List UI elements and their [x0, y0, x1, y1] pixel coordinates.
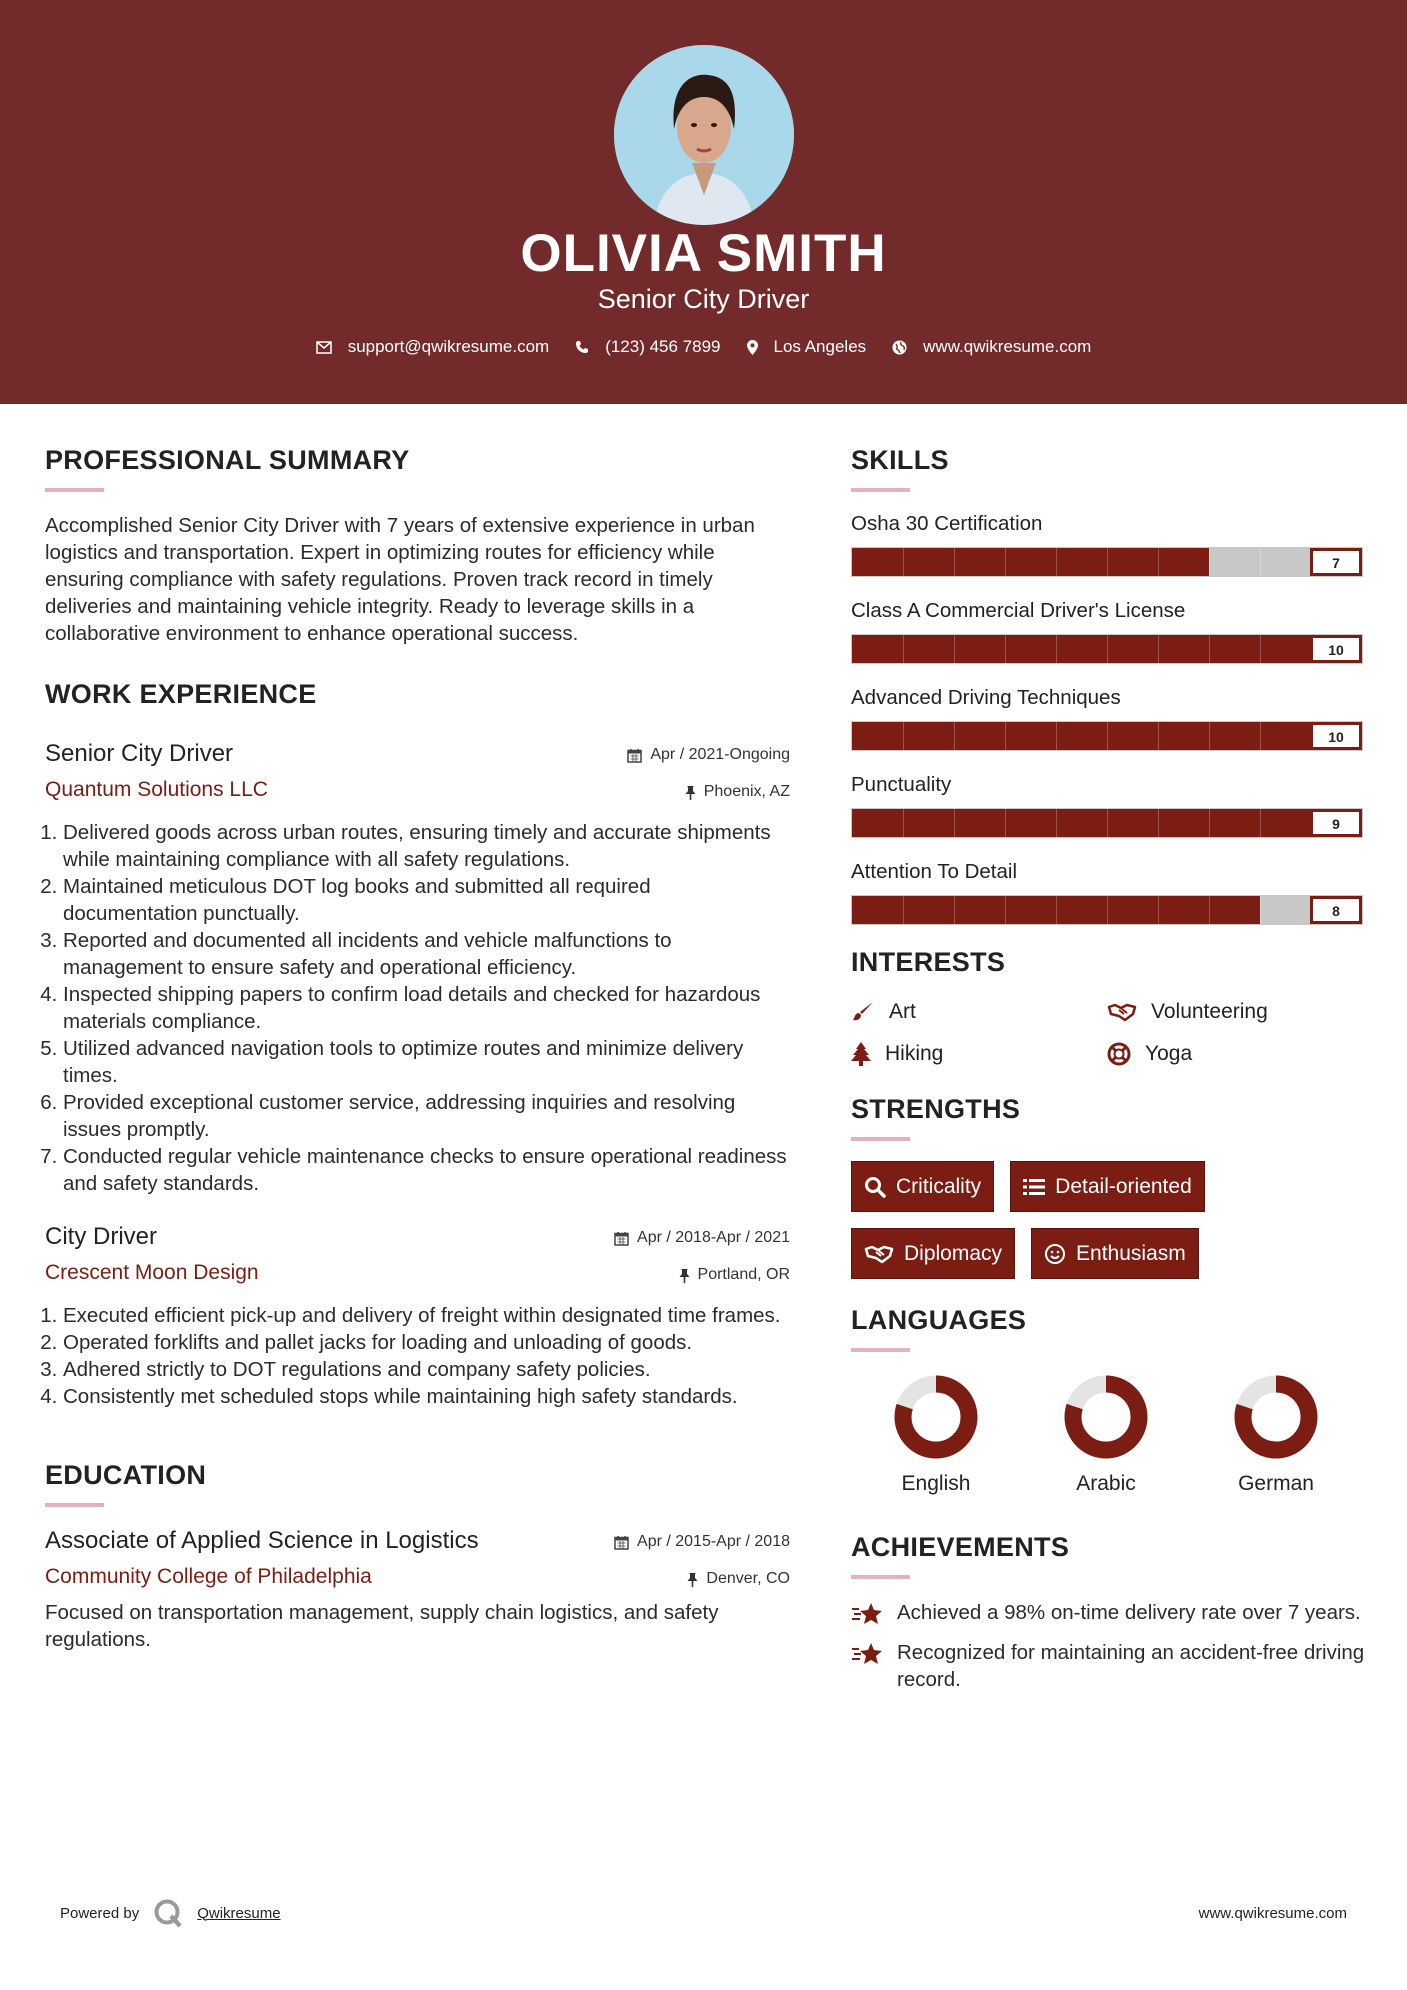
- achievements-list: [851, 1599, 1366, 1693]
- search-icon: [864, 1176, 886, 1198]
- skill-bar-segment: [1158, 722, 1159, 750]
- language-donut: [1061, 1372, 1151, 1462]
- skill-bar-segment: [1005, 722, 1006, 750]
- achievements-heading: ACHIEVEMENTS: [851, 1532, 1070, 1562]
- website-text: www.qwikresume.com: [923, 337, 1092, 356]
- qwikresume-logo-icon: [153, 1898, 183, 1928]
- skill-bar-segment: [954, 722, 955, 750]
- experience-heading: WORK EXPERIENCE: [45, 679, 317, 709]
- powered-by-text: Powered by: [60, 1904, 140, 1922]
- footer-powered-by: [60, 1898, 281, 1928]
- skill-bar-segment: [1209, 896, 1210, 924]
- list-item: 1. Executed efficient pick-up and delivery of freight within designated time frames.: [63, 1302, 790, 1329]
- list-item: 3. Adhered strictly to DOT regulations and company safety policies.: [63, 1356, 790, 1383]
- phone-text: (123) 456 7899: [605, 337, 721, 356]
- skill-name: Osha 30 Certification: [851, 512, 1043, 535]
- education-entry: [45, 1527, 790, 1653]
- language-item: [1021, 1372, 1191, 1496]
- skill-bar-segment: [1005, 896, 1006, 924]
- company-name: Quantum Solutions LLC: [45, 778, 268, 801]
- contact-phone[interactable]: [575, 337, 720, 357]
- strengths-heading: STRENGTHS: [851, 1094, 1021, 1124]
- skill-score: 8: [1310, 896, 1362, 924]
- skill-name: Advanced Driving Techniques: [851, 686, 1121, 709]
- interests-heading: INTERESTS: [851, 947, 1006, 977]
- resume-header: [0, 0, 1407, 404]
- paintbrush-icon: [851, 1001, 875, 1023]
- list-item: 5. Utilized advanced navigation tools to optimize routes and minimize delivery times.: [63, 1035, 790, 1089]
- handshake-icon: [864, 1244, 894, 1264]
- skills-heading: SKILLS: [851, 445, 949, 475]
- section-divider: [851, 1348, 910, 1352]
- contact-email[interactable]: [316, 337, 550, 357]
- skill-bar-segment: [1107, 722, 1108, 750]
- calendar-icon: [614, 1231, 629, 1246]
- skill-bar: [851, 547, 1363, 577]
- skill-item: [851, 773, 1366, 838]
- job-entry: [45, 740, 790, 1197]
- education-dates: Apr / 2015-Apr / 2018: [614, 1533, 790, 1551]
- strength-badge: Criticality: [851, 1161, 994, 1212]
- job-dates: Apr / 2021-Ongoing: [627, 746, 790, 764]
- skill-bar: [851, 895, 1363, 925]
- list-item: 3. Reported and documented all incidents and vehicle malfunctions to management to ensure safety and operational efficiency.: [63, 927, 790, 981]
- skill-bar-segment: [1107, 896, 1108, 924]
- skill-bar-segment: [1107, 635, 1108, 663]
- skill-item: [851, 686, 1366, 751]
- envelope-icon: [316, 341, 332, 354]
- skill-score: 9: [1310, 809, 1362, 837]
- strength-badge: Detail-oriented: [1010, 1161, 1205, 1212]
- skill-bar-segment: [1056, 548, 1057, 576]
- job-entry: [45, 1223, 790, 1410]
- candidate-name: OLIVIA SMITH: [520, 224, 887, 283]
- list-icon: [1023, 1178, 1045, 1196]
- achievement-item: Recognized for maintaining an accident-free driving record.: [851, 1639, 1366, 1693]
- skill-bar-segment: [1158, 809, 1159, 837]
- skill-bar-segment: [903, 809, 904, 837]
- handshake-icon: [1107, 1002, 1137, 1022]
- school-name: Community College of Philadelphia: [45, 1565, 372, 1588]
- skill-bar-segment: [1209, 548, 1210, 576]
- languages-heading: LANGUAGES: [851, 1305, 1027, 1335]
- section-divider: [851, 488, 910, 492]
- skill-bar-segment: [1005, 548, 1006, 576]
- list-item: 1. Delivered goods across urban routes, ensuring timely and accurate shipments while maintaining compliance with all safety regulations.: [63, 819, 790, 873]
- list-item: 7. Conducted regular vehicle maintenance checks to ensure operational readiness and safety standards.: [63, 1143, 790, 1197]
- skill-bar-segment: [1056, 722, 1057, 750]
- email-text: support@qwikresume.com: [347, 337, 550, 356]
- skill-bar-segment: [1260, 809, 1261, 837]
- skill-score: 7: [1310, 548, 1362, 576]
- interests-list: [851, 1000, 1366, 1066]
- skill-bar-fill: [852, 548, 1209, 576]
- job-title: City Driver: [45, 1223, 157, 1250]
- skill-bar-segment: [1209, 722, 1210, 750]
- skill-bar-fill: [852, 809, 1311, 837]
- skill-bar-segment: [1005, 809, 1006, 837]
- strengths-list: [851, 1161, 1366, 1279]
- interest-item: Volunteering: [1107, 1000, 1363, 1024]
- skill-bar-segment: [1158, 896, 1159, 924]
- language-name: German: [1238, 1472, 1314, 1495]
- language-item: [1191, 1372, 1361, 1496]
- pin-icon: [687, 1572, 698, 1587]
- education-heading: EDUCATION: [45, 1460, 207, 1490]
- contact-website[interactable]: [892, 337, 1091, 357]
- pin-icon: [685, 785, 696, 800]
- strength-badge: Enthusiasm: [1031, 1228, 1199, 1279]
- job-bullets: [45, 819, 790, 1197]
- interest-item: Yoga: [1107, 1042, 1363, 1066]
- profile-photo: [614, 45, 794, 225]
- language-name: English: [901, 1472, 971, 1495]
- skill-bar-segment: [1056, 896, 1057, 924]
- skill-bar-segment: [1260, 548, 1261, 576]
- location-text: Los Angeles: [773, 337, 867, 356]
- company-name: Crescent Moon Design: [45, 1261, 259, 1284]
- achievement-item: Achieved a 98% on-time delivery rate over 7 years.: [851, 1599, 1366, 1627]
- language-donut: [891, 1372, 981, 1462]
- skill-bar-segment: [1260, 635, 1261, 663]
- skill-bar: [851, 634, 1363, 664]
- skill-bar-segment: [903, 722, 904, 750]
- skill-bar-segment: [954, 548, 955, 576]
- skill-bar-segment: [903, 635, 904, 663]
- interest-item: Art: [851, 1000, 1107, 1024]
- job-location: Phoenix, AZ: [685, 783, 790, 801]
- globe-icon: [892, 340, 907, 355]
- skill-name: Punctuality: [851, 773, 952, 796]
- candidate-title: Senior City Driver: [597, 284, 810, 314]
- strength-badge: Diplomacy: [851, 1228, 1015, 1279]
- skill-name: Class A Commercial Driver's License: [851, 599, 1186, 622]
- calendar-icon: [614, 1535, 629, 1550]
- summary-heading: PROFESSIONAL SUMMARY: [45, 445, 410, 475]
- skill-bar-segment: [1158, 548, 1159, 576]
- section-divider: [851, 1137, 910, 1141]
- language-name: Arabic: [1076, 1472, 1136, 1495]
- skill-bar-segment: [954, 896, 955, 924]
- smile-icon: [1044, 1243, 1066, 1265]
- degree-title: Associate of Applied Science in Logistics: [45, 1527, 479, 1554]
- job-title: Senior City Driver: [45, 740, 234, 767]
- summary-text: Accomplished Senior City Driver with 7 years of extensive experience in urban logistics and transportation. Expert in optimizing routes for efficiency while ensuring compliance with safety regulations. Proven track record in timely deliveries and maintaining vehicle integrity. Ready to leverage skills in a collaborative environment to enhance operational success.: [45, 514, 755, 645]
- skill-bar-segment: [954, 635, 955, 663]
- skill-bar-segment: [1056, 809, 1057, 837]
- language-item: [851, 1372, 1021, 1496]
- skill-item: [851, 860, 1366, 925]
- education-description: Focused on transportation management, supply chain logistics, and safety regulations.: [45, 1601, 719, 1651]
- skill-bar-segment: [1260, 722, 1261, 750]
- map-marker-icon: [747, 340, 758, 355]
- skill-bar-segment: [1158, 635, 1159, 663]
- job-dates: Apr / 2018-Apr / 2021: [614, 1229, 790, 1247]
- list-item: 2. Maintained meticulous DOT log books and submitted all required documentation punctually.: [63, 873, 790, 927]
- section-divider: [45, 1503, 104, 1507]
- skill-bar: [851, 721, 1363, 751]
- skill-score: 10: [1310, 722, 1362, 750]
- skill-bar-segment: [1107, 548, 1108, 576]
- qwikresume-link[interactable]: Qwikresume: [197, 1904, 281, 1922]
- education-location: Denver, CO: [687, 1570, 790, 1588]
- skill-bar-segment: [1209, 635, 1210, 663]
- list-item: 6. Provided exceptional customer service, addressing inquiries and resolving issues promptly.: [63, 1089, 790, 1143]
- skills-list: [851, 512, 1366, 925]
- job-location: Portland, OR: [679, 1266, 790, 1284]
- skill-bar-segment: [903, 548, 904, 576]
- skill-bar-segment: [1260, 896, 1261, 924]
- skill-bar-segment: [1056, 635, 1057, 663]
- star-icon: [851, 1641, 885, 1667]
- list-item: 4. Inspected shipping papers to confirm load details and checked for hazardous materials compliance.: [63, 981, 790, 1035]
- list-item: 2. Operated forklifts and pallet jacks for loading and unloading of goods.: [63, 1329, 790, 1356]
- skill-bar-segment: [903, 896, 904, 924]
- contact-location: [747, 337, 867, 357]
- skill-score: 10: [1310, 635, 1362, 663]
- language-donut: [1231, 1372, 1321, 1462]
- skill-bar-segment: [1107, 809, 1108, 837]
- skill-item: [851, 512, 1366, 577]
- interest-item: Hiking: [851, 1042, 1107, 1066]
- skill-item: [851, 599, 1366, 664]
- pin-icon: [679, 1268, 690, 1283]
- calendar-icon: [627, 748, 642, 763]
- star-icon: [851, 1601, 885, 1627]
- tree-icon: [851, 1042, 871, 1066]
- contact-bar: [0, 337, 1407, 357]
- job-bullets: [45, 1302, 790, 1410]
- skill-name: Attention To Detail: [851, 860, 1018, 883]
- life-ring-icon: [1107, 1042, 1131, 1066]
- skill-bar: [851, 808, 1363, 838]
- skill-bar-segment: [954, 809, 955, 837]
- footer-website[interactable]: www.qwikresume.com: [1198, 1905, 1347, 1922]
- section-divider: [851, 1575, 910, 1579]
- right-column: [851, 445, 1366, 1705]
- languages-list: [851, 1372, 1366, 1496]
- phone-icon: [575, 340, 589, 354]
- list-item: 4. Consistently met scheduled stops while maintaining high safety standards.: [63, 1383, 790, 1410]
- skill-bar-segment: [1209, 809, 1210, 837]
- left-column: [45, 445, 790, 1653]
- section-divider: [45, 488, 104, 492]
- skill-bar-segment: [1005, 635, 1006, 663]
